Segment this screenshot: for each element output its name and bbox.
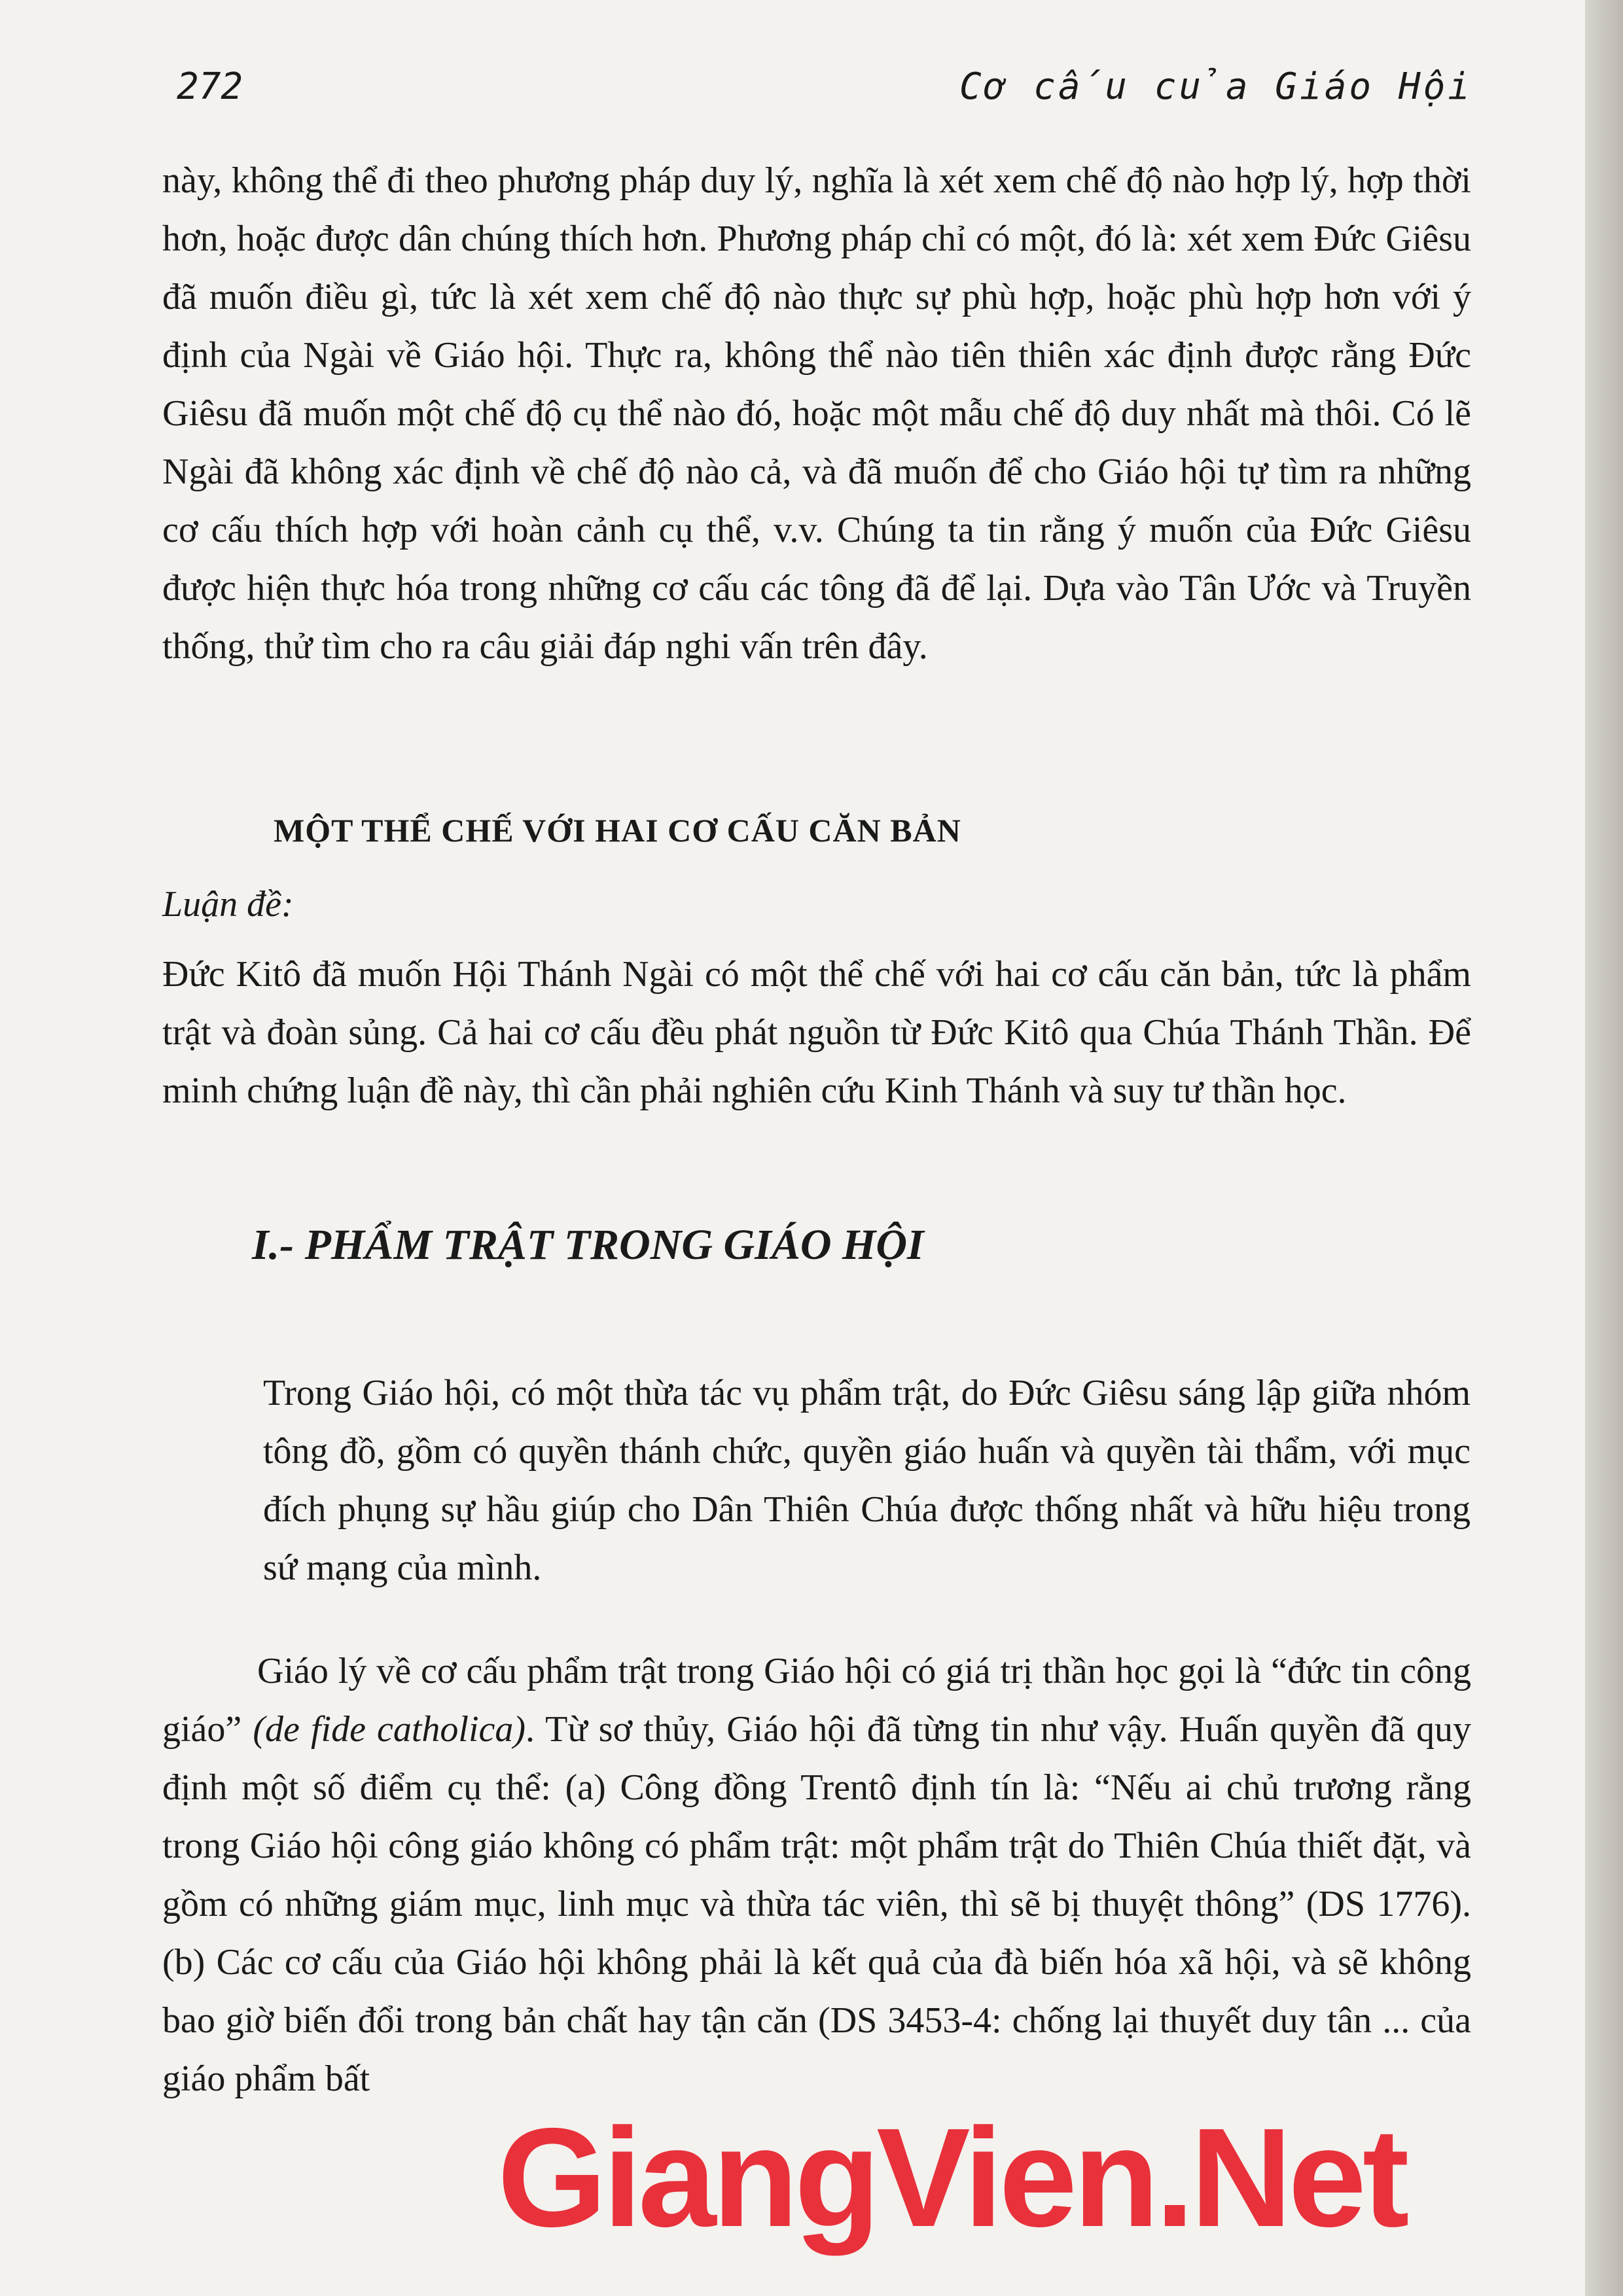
thesis-paragraph: Đức Kitô đã muốn Hội Thánh Ngài có một thể chế với hai cơ cấu căn bản, tức là phẩm trật và đoàn sủng. Cả hai cơ cấu đều phát nguồn từ Đức Kitô qua Chúa Thánh Thần. Để minh chứng luận đề này, thì cần phải nghiên cứu Kinh Thánh và suy tư thần học. <box>162 954 1471 1111</box>
paragraph-intro: này, không thể đi theo phương pháp duy lý, nghĩa là xét xem chế độ nào hợp lý, hợp thời hơn, hoặc được dân chúng thích hơn. Phương pháp chỉ có một, đó là: xét xem Đức Giêsu đã muốn điều gì, tức là xét xem chế độ nào thực sự phù hợp, hoặc phù hợp hơn với ý định của Ngài về Giáo hội. Thực ra, không thể nào tiên thiên xác định được rằng Đức Giêsu đã muốn một chế độ cụ thể nào đó, hoặc một mẫu chế độ duy nhất mà thôi. Có lẽ Ngài đã không xác định về chế độ nào cả, và đã muốn để cho Giáo hội tự tìm ra những cơ cấu thích hợp với hoàn cảnh cụ thể, v.v. Chúng ta tin rằng ý muốn của Đức Giêsu được hiện thực hóa trong những cơ cấu các tông đã để lại. Dựa vào Tân Ước và Truyền thống, thử tìm cho ra câu giải đáp nghi vấn trên đây. <box>162 160 1471 667</box>
paragraph-doctrine-text-a: Giáo lý về cơ cấu phẩm trật trong Giáo hội có giá trị thần học gọi là “đức tin công giáo” <box>162 1651 1471 1750</box>
latin-phrase: (de fide catholica) <box>253 1709 526 1750</box>
paragraph-doctrine-text-b: . Từ sơ thủy, Giáo hội đã từng tin như vậy. Huấn quyền đã quy định một số điểm cụ thể: (a) Công đồng Trentô định tín là: “Nếu ai chủ trương rằng trong Giáo hội công giáo không có phẩm trật: một phẩm trật do Thiên Chúa thiết đặt, và gồm có những giám mục, linh mục và thừa tác viên, thì sẽ bị thuyệt thông” (DS 1776). (b) Các cơ cấu của Giáo hội không phải là kết quả của đà biến hóa xã hội, và sẽ không bao giờ biến đổi trong bản chất hay tận căn (DS 3453-4: chống lại thuyết duy tân ... của giáo phẩm bất <box>162 1709 1471 2099</box>
heading-hierarchy: I.- PHẨM TRẬT TRONG GIÁO HỘI <box>252 1221 924 1269</box>
page-edge-shadow <box>1585 0 1623 2296</box>
paragraph-doctrine <box>162 1642 1471 2108</box>
definition-paragraph: Trong Giáo hội, có một thừa tác vụ phẩm trật, do Đức Giêsu sáng lập giữa nhóm tông đồ, gồm có quyền thánh chức, quyền giáo huấn và quyền tài thẩm, với mục đích phụng sự hầu giúp cho Dân Thiên Chúa được thống nhất và hữu hiệu trong sứ mạng của mình. <box>263 1373 1471 1588</box>
section-heading: MỘT THỂ CHẾ VỚI HAI CƠ CẤU CĂN BẢN <box>274 812 961 849</box>
watermark-logo: GiangVien.Net <box>497 2098 1406 2256</box>
page-header <box>177 65 1472 118</box>
running-head: Cơ cấu của Giáo Hội <box>959 65 1472 108</box>
page-number: 272 <box>177 65 243 108</box>
thesis-label: Luận đề: <box>162 884 294 925</box>
